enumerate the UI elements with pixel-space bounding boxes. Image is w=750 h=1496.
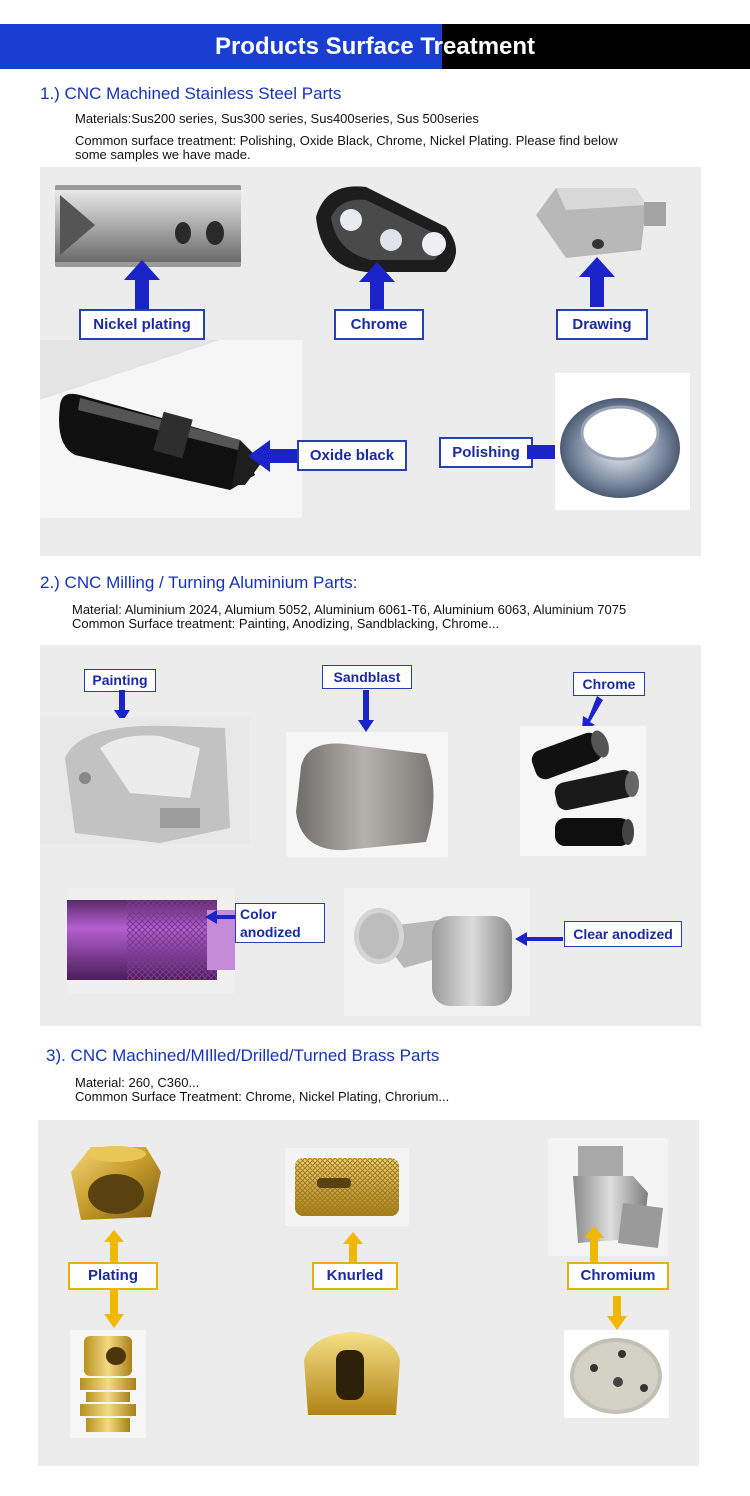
nickel-plated-part-image xyxy=(55,185,241,267)
brass-chromium-part-image xyxy=(548,1138,668,1256)
chrome-al-arrow-down xyxy=(580,696,604,730)
painting-label: Painting xyxy=(84,669,156,692)
plating-arrow-down xyxy=(104,1288,124,1328)
section1-treatment-cont: some samples we have made. xyxy=(75,147,251,162)
page-title xyxy=(0,24,750,69)
color-anodized-line2: anodized xyxy=(240,924,301,940)
sandblast-arrow-down xyxy=(358,690,374,732)
chromium-arrow-down xyxy=(607,1296,627,1330)
title-left: Products Surface xyxy=(214,33,414,60)
section1-title: 1.) CNC Machined Stainless Steel Parts xyxy=(40,84,342,103)
chrome-arrow-up xyxy=(357,260,397,312)
plating-arrow-up xyxy=(104,1230,124,1262)
color-anodized-arrow xyxy=(205,910,237,924)
sandblast-label: Sandblast xyxy=(322,665,412,689)
section3-treatment: Common Surface Treatment: Chrome, Nickel Plating, Chrorium... xyxy=(75,1089,450,1104)
section1-materials: Materials:Sus200 series, Sus300 series, Sus400series, Sus 500series xyxy=(75,111,479,126)
section1-treatment: Common surface treatment: Polishing, Oxide Black, Chrome, Nickel Plating. Please find below xyxy=(75,133,618,148)
clear-anodized-part-image xyxy=(344,888,530,1016)
drawing-arrow-up xyxy=(577,255,617,307)
chrome-al-label: Chrome xyxy=(573,672,645,696)
brass-chromium-plate-image xyxy=(564,1330,669,1418)
sandblasted-part-image xyxy=(286,732,448,857)
nickel-arrow-up xyxy=(122,258,162,312)
chromium-arrow-up xyxy=(584,1226,604,1262)
chrome-al-parts-image xyxy=(520,726,646,856)
polishing-label: Polishing xyxy=(439,437,533,468)
oxide-arrow-left xyxy=(246,438,298,474)
painted-part-image xyxy=(40,718,250,844)
brass-plated-part-image xyxy=(56,1132,168,1232)
oxide-black-label: Oxide black xyxy=(297,440,407,471)
brass-knurled-part-image xyxy=(285,1148,409,1226)
section2-title: 2.) CNC Milling / Turning Aluminium Parts: xyxy=(40,573,358,592)
section2-materials: Material: Aluminium 2024, Alumium 5052, Aluminium 6061-T6, Aluminium 6063, Aluminium 7075 xyxy=(72,602,627,617)
plating-label: Plating xyxy=(68,1262,158,1290)
clear-anodized-label: Clear anodized xyxy=(564,921,682,947)
nickel-plating-label: Nickel plating xyxy=(79,309,205,340)
title-right: Treatment xyxy=(420,33,536,60)
clear-anodized-arrow xyxy=(515,932,563,946)
section3-materials: Material: 260, C360... xyxy=(75,1075,200,1090)
brass-milled-part-image xyxy=(296,1320,408,1428)
chromium-label: Chromium xyxy=(567,1262,669,1290)
color-anodized-label xyxy=(235,903,325,943)
section3-title: 3). CNC Machined/MIlled/Drilled/Turned Brass Parts xyxy=(46,1046,440,1065)
polished-part-image xyxy=(555,373,690,510)
chrome-label: Chrome xyxy=(334,309,424,340)
drawing-label: Drawing xyxy=(556,309,648,340)
color-anodized-part-image xyxy=(67,888,235,993)
brass-turned-part-image xyxy=(70,1330,146,1438)
knurled-arrow-up xyxy=(343,1232,363,1262)
section2-treatment: Common Surface treatment: Painting, Anodizing, Sandblacking, Chrome... xyxy=(72,616,500,631)
knurled-label: Knurled xyxy=(312,1262,398,1290)
color-anodized-line1: Color xyxy=(240,906,277,922)
oxide-black-part-image xyxy=(40,340,302,518)
